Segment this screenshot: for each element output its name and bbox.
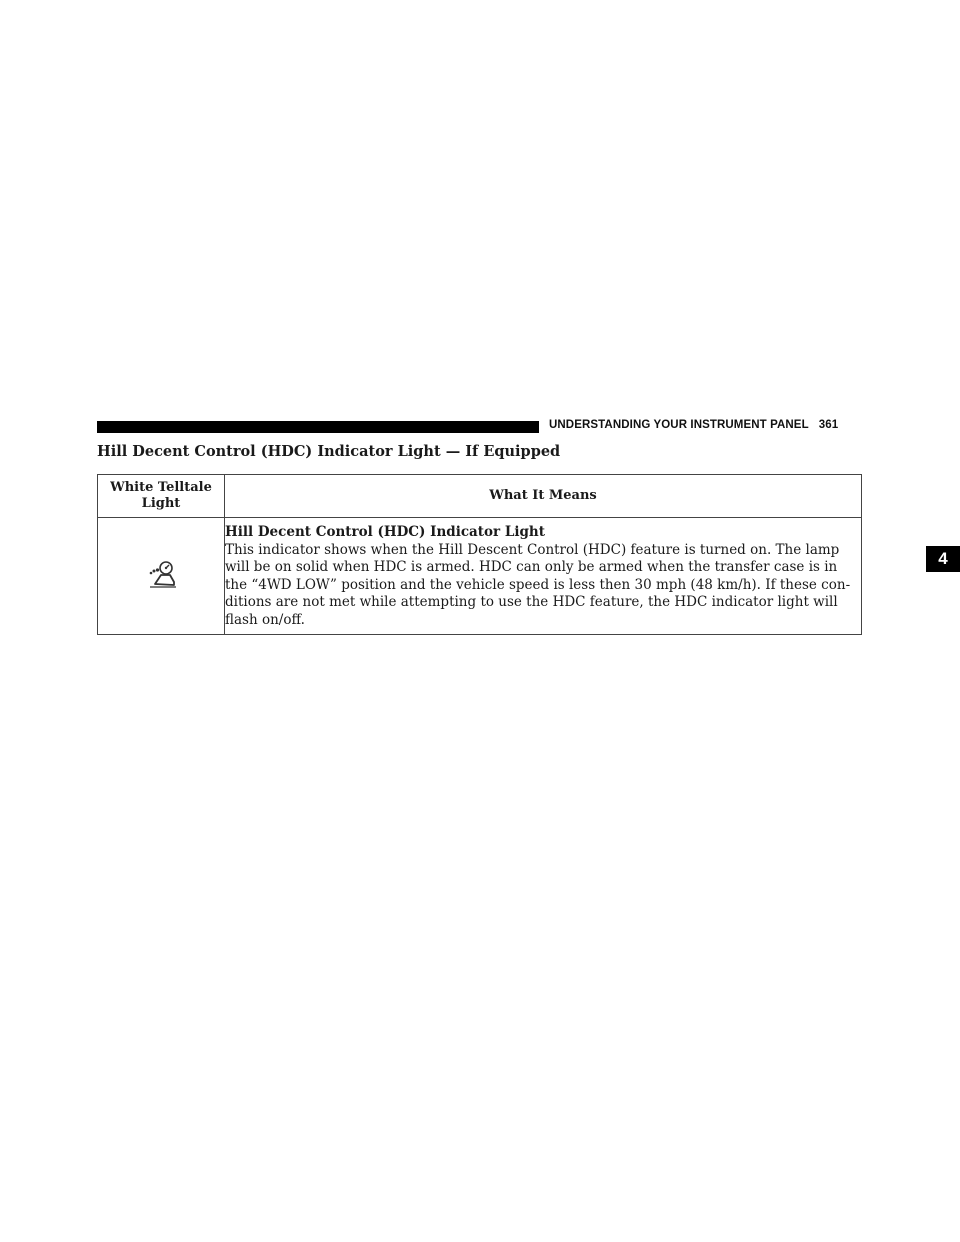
indicator-title: Hill Decent Control (HDC) Indicator Light — [225, 524, 545, 540]
header-section-label: UNDERSTANDING YOUR INSTRUMENT PANEL — [549, 419, 809, 431]
chapter-tab: 4 — [926, 546, 960, 572]
section-title: Hill Decent Control (HDC) Indicator Light — If Equipped — [97, 443, 561, 460]
running-header — [549, 419, 838, 431]
indicator-table — [97, 474, 862, 635]
telltale-cell — [98, 518, 225, 635]
table-row — [98, 518, 862, 635]
header-what-it-means: What It Means — [225, 475, 862, 518]
indicator-description: This indicator shows when the Hill Descent Control (HDC) feature is turned on. The lamp will be on solid when HDC is armed. HDC can only be armed when the transfer case is in the “4WD LOW” position and the vehicle speed is less then 30 mph (48 km/h). If these con-ditions are not met while attempting to use the HDC feature, the HDC indicator light will flash on/off. — [225, 541, 851, 628]
hill-descent-control-icon — [141, 557, 181, 589]
header-rule — [97, 421, 539, 433]
meaning-cell — [225, 518, 862, 635]
header-white-telltale-light: White Telltale Light — [98, 475, 225, 518]
page-number: 361 — [818, 419, 839, 431]
table-header-row — [98, 475, 862, 518]
